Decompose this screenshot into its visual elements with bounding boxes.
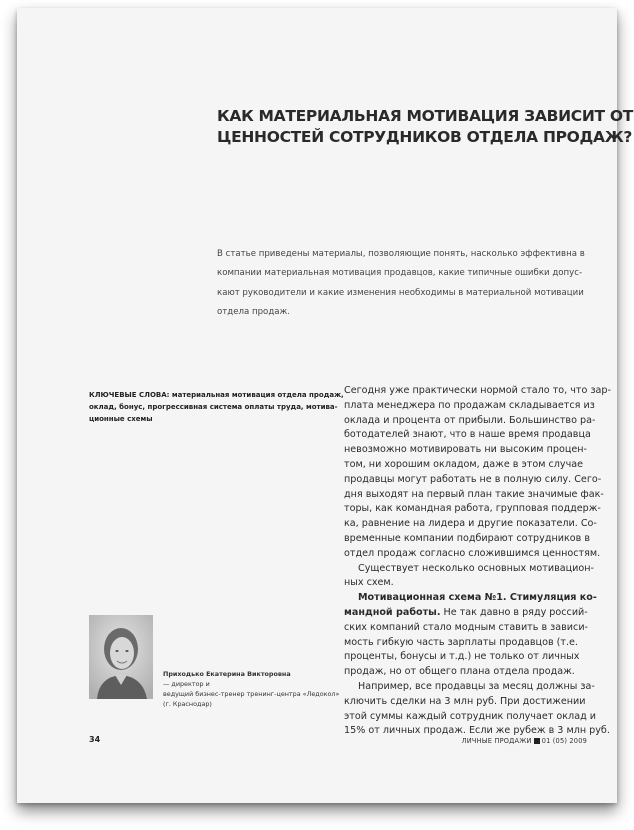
keywords-text: оклад, бонус, прогрессивная система оплаты труда, мотива- — [89, 403, 338, 411]
body-line: временные компании подбирают сотрудников в — [344, 532, 590, 544]
body-line: 15% от личных продаж. Если же рубеж в 3 млн руб. — [344, 725, 610, 737]
body-line: Существует несколько основных мотивацион- — [358, 562, 595, 574]
body-line: ботодателей знают, что в наше время продавца — [344, 429, 591, 441]
scheme-heading: мандной работы. — [344, 606, 441, 618]
abstract-line: В статье приведены материалы, позволяющие понять, насколько эффективна в — [217, 249, 585, 259]
body-line: Например, все продавцы за месяц должны за- — [358, 680, 595, 692]
square-separator-icon — [534, 738, 540, 744]
keywords-text: материальная мотивация отдела продаж, — [169, 391, 344, 399]
abstract-line: отдела продаж. — [217, 306, 290, 317]
magazine-name: ЛИЧНЫЕ ПРОДАЖИ — [461, 737, 532, 745]
article-body — [344, 384, 611, 739]
body-line: продавцы могут работать не в полную силу. Сего- — [344, 473, 602, 485]
author-role: — директор и — [163, 680, 210, 688]
body-line: этой суммы каждый сотрудник получает оклад и — [344, 710, 596, 722]
issue-number: 01 (05) 2009 — [541, 737, 587, 745]
body-line: мость гибкую часть зарплаты продавцов (т.е. — [344, 636, 578, 648]
body-line: дня выходят на первый план такие значимые фак- — [344, 488, 604, 500]
keywords-line — [89, 401, 339, 413]
body-line: ка, равнение на лидера и другие показатели. Со- — [344, 518, 597, 530]
keywords-line — [89, 413, 339, 425]
scheme-heading: Мотивационная схема №1. Стимуляция ко- — [358, 592, 597, 604]
keywords-line — [89, 389, 344, 401]
body-line: невозможно мотивировать ни высоким процен- — [344, 444, 587, 456]
body-line: проценты, бонусы и т.д.) не только от личных — [344, 651, 580, 663]
author-line: (г. Краснодар) — [163, 700, 212, 708]
body-line: ских компаний стало модным ставить в зависи- — [344, 621, 589, 633]
keywords-label: КЛЮЧЕВЫЕ СЛОВА: — [89, 391, 170, 399]
body-line: Сегодня уже практически нормой стало то, что зар- — [344, 385, 611, 396]
scheme-heading-line — [344, 591, 597, 606]
body-line: торы, как командная работа, групповая поддерж- — [344, 503, 601, 515]
page-number: 34 — [89, 735, 101, 744]
scheme-text: Не так давно в ряду россий- — [440, 606, 588, 618]
magazine-footer — [462, 737, 587, 745]
author-line — [163, 669, 343, 689]
keywords-text: ционные схемы — [89, 415, 153, 423]
title-line: КАК МАТЕРИАЛЬНАЯ МОТИВАЦИЯ ЗАВИСИТ ОТ — [217, 107, 634, 125]
body-line: оклада и процента от прибыли. Большинство ра- — [344, 414, 596, 426]
body-line: ных схем. — [344, 577, 394, 589]
author-portrait-icon — [89, 615, 153, 699]
title-line: ЦЕННОСТЕЙ СОТРУДНИКОВ ОТДЕЛА ПРОДАЖ? — [217, 128, 633, 146]
body-line: ключить сделки на 3 млн руб. При достижении — [344, 695, 586, 707]
body-line: отдел продаж согласно сложившимся ценностям. — [344, 547, 601, 559]
keywords-block — [89, 389, 344, 425]
abstract-line: кают руководители и какие изменения необходимы в материальной мотивации — [217, 287, 584, 298]
body-line: плата менеджера по продажам складывается из — [344, 399, 595, 411]
author-photo — [89, 615, 153, 699]
author-name: Приходько Екатерина Викторовна — [163, 670, 291, 678]
body-line: продаж, но от общего плана отдела продаж. — [344, 666, 575, 678]
article-abstract — [217, 245, 587, 322]
abstract-line: компании материальная мотивация продавцов, какие типичные ошибки допус- — [217, 268, 583, 279]
body-line: том, ни хорошим окладом, даже в этом случае — [344, 458, 584, 470]
body-line — [344, 606, 594, 621]
author-line: ведущий бизнес-тренер тренинг-центра «Ледокол» — [163, 690, 340, 698]
article-title — [217, 106, 634, 148]
magazine-page — [17, 8, 634, 803]
author-caption — [163, 669, 343, 709]
